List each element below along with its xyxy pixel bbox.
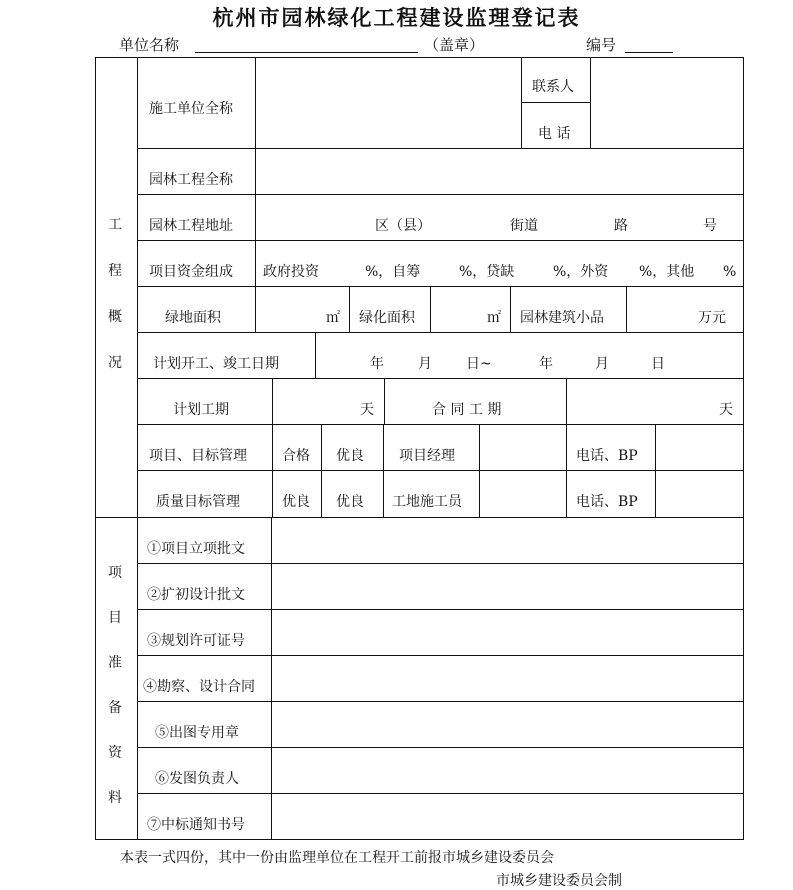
road-unit: 路 [614,218,628,234]
unit-name-field[interactable] [195,52,418,53]
small-building-label: 园林建筑小品 [520,310,604,326]
month-unit: 月 [418,356,432,372]
prep-item-label: ⑥发图负责人 [155,771,239,787]
prep-item-label: ⑦中标通知书号 [147,817,245,833]
month-unit: 月 [595,356,609,372]
side-label-overview: 况 [108,355,122,371]
contact-label: 联系人 [532,79,574,95]
plan-period-label: 计划工期 [173,402,229,418]
district-unit: 区（县） [375,218,431,234]
pm-label: 项目经理 [399,448,455,464]
side-label-prep: 准 [108,655,122,671]
phone-bp-label: 电话、BP [576,448,638,464]
wan-yuan-unit: 万元 [698,310,726,326]
sqm-unit: ㎡ [487,310,501,326]
prep-item-label: ①项目立项批文 [147,541,245,557]
plan-dates-label: 计划开工、竣工日期 [153,356,279,372]
side-label-prep: 目 [108,610,122,626]
seal-label: （盖章） [424,36,485,54]
footer-note: 本表一式四份，其中一份由监理单位在工程开工前报市城乡建设委员会 [120,850,554,866]
contractor-label: 施工单位全称 [149,101,233,117]
pct-other-label: %，其他 [639,264,695,280]
side-label-prep: 资 [108,745,122,761]
day-unit: 日 [651,356,665,372]
pct-end-label: % [723,264,737,280]
pct-loan-label: %，贷缺 [459,264,515,280]
prep-item-label: ②扩初设计批文 [147,587,245,603]
form-title: 杭州市园林绿化工程建设监理登记表 [212,5,581,30]
pct-self-label: %，自筹 [365,264,421,280]
site-worker-label: 工地施工员 [392,494,462,510]
year-unit: 年 [370,356,384,372]
contract-period-label: 合 同 工 期 [432,402,502,418]
prep-item-label: ③规划许可证号 [147,633,245,649]
greening-area-label: 绿化面积 [359,310,415,326]
day-unit: 天 [719,402,733,418]
project-address-label: 园林工程地址 [149,218,233,234]
day-unit: 日~ [466,356,492,372]
side-label-prep: 项 [108,565,122,581]
green-area-label: 绿地面积 [165,310,221,326]
sqm-unit: ㎡ [326,310,340,326]
number-label: 编号 [586,36,617,54]
number-unit: 号 [703,218,717,234]
side-label-overview: 工 [108,217,122,233]
side-label-overview: 概 [108,309,122,325]
excellent-option[interactable]: 优良 [336,448,364,464]
prep-item-label: ⑤出图专用章 [155,725,239,741]
phone-label: 电 话 [538,126,571,142]
funding-label: 项目资金组成 [149,264,233,280]
side-label-prep: 备 [108,700,122,716]
pct-foreign-label: %，外资 [553,264,609,280]
excellent-option[interactable]: 优良 [336,494,364,510]
prep-item-label: ④勘察、设计合同 [143,679,255,695]
day-unit: 天 [360,402,374,418]
unit-name-label: 单位名称 [119,36,180,54]
project-name-label: 园林工程全称 [149,172,233,188]
phone-bp-label: 电话、BP [576,494,638,510]
side-label-prep: 料 [108,790,122,806]
footer-issuer: 市城乡建设委员会制 [496,873,622,889]
street-unit: 街道 [510,218,538,234]
number-field[interactable] [625,52,673,53]
qualified-option[interactable]: 合格 [282,448,310,464]
quality-mgmt-label: 质量目标管理 [156,494,240,510]
excellent-option[interactable]: 优良 [282,494,310,510]
side-label-overview: 程 [108,263,122,279]
gov-invest-label: 政府投资 [263,264,319,280]
target-mgmt-label: 项目、目标管理 [149,448,247,464]
year-unit: 年 [539,356,553,372]
